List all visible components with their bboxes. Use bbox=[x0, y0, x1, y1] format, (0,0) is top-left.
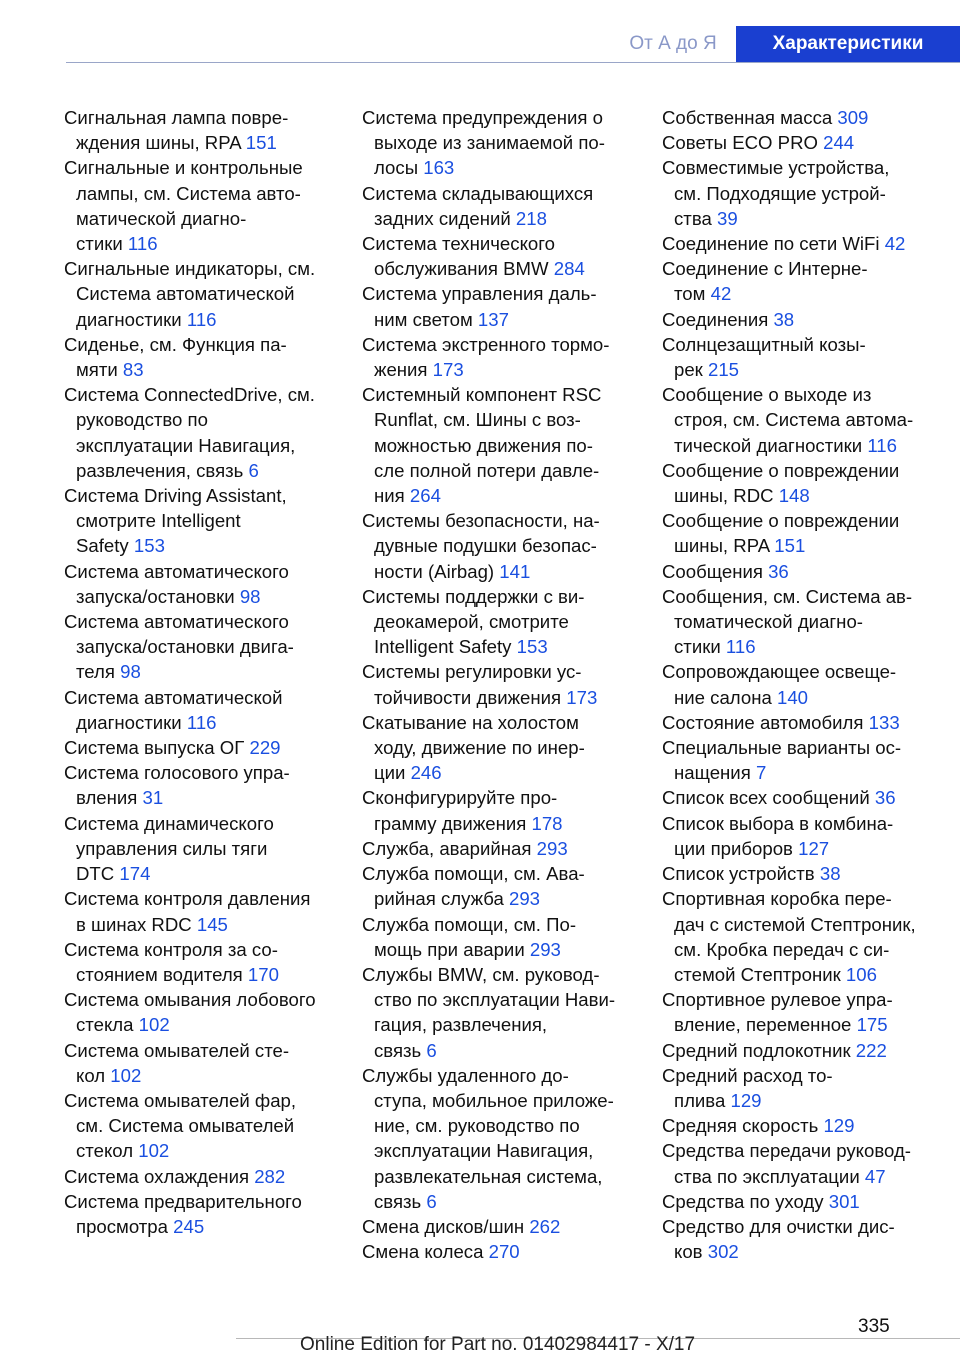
index-term: Система управления даль- ним светом bbox=[362, 283, 597, 330]
index-entry bbox=[64, 332, 364, 382]
index-term: Системы регулировки ус- тойчивости движения bbox=[362, 661, 582, 708]
page-link[interactable]: 293 bbox=[536, 837, 568, 859]
index-entry bbox=[662, 559, 960, 584]
index-entry bbox=[362, 281, 662, 331]
index-entry bbox=[64, 382, 364, 483]
index-term: Система ConnectedDrive, см. руководство по эксплуатации Навигация, развлечения, связь bbox=[64, 384, 315, 481]
index-term: Система предварительного просмотра bbox=[64, 1190, 302, 1237]
index-term: Система предупреждения о выходе из занимаемой по- лосы bbox=[362, 107, 605, 179]
page-link[interactable]: 98 bbox=[239, 585, 261, 607]
index-entry bbox=[64, 760, 364, 810]
index-entry bbox=[662, 382, 960, 458]
page-link[interactable]: 151 bbox=[774, 535, 806, 557]
index-term: Система автоматической диагностики bbox=[64, 686, 283, 733]
index-term: Собственная масса bbox=[662, 107, 838, 128]
index-entry bbox=[662, 1189, 960, 1214]
index-entry bbox=[362, 836, 662, 861]
index-term: Система омывателей сте- кол bbox=[64, 1039, 290, 1086]
index-term: Система Driving Assistant, смотрите Intelligent Safety bbox=[64, 485, 287, 557]
index-term: Состояние автомобиля bbox=[662, 711, 869, 733]
page-link[interactable]: 129 bbox=[823, 1115, 855, 1137]
page-link[interactable]: 6 bbox=[426, 1190, 437, 1212]
page-link[interactable]: 140 bbox=[776, 686, 809, 708]
page-link[interactable]: 293 bbox=[509, 888, 541, 910]
index-entry bbox=[662, 987, 960, 1037]
index-term: Соединение по сети WiFi bbox=[662, 233, 885, 255]
index-term: Список всех сообщений bbox=[662, 787, 875, 809]
index-term: Скатывание на холостом ходу, движение по инер- ции bbox=[362, 711, 585, 784]
page-link[interactable]: 175 bbox=[856, 1014, 888, 1036]
index-entry bbox=[362, 912, 662, 962]
index-entry bbox=[362, 231, 662, 281]
index-term: Системы поддержки с ви- деокамерой, смотрите Intelligent Safety bbox=[362, 585, 585, 658]
index-term: Сигнальная лампа повре- ждения шины, RPA bbox=[64, 107, 289, 154]
page-link[interactable]: 246 bbox=[410, 762, 442, 784]
index-entry bbox=[362, 332, 662, 382]
index-entry bbox=[662, 1138, 960, 1188]
index-term: Средство для очистки дис- ков bbox=[662, 1215, 895, 1263]
index-term: Сообщения bbox=[662, 560, 769, 582]
index-entry bbox=[362, 861, 662, 911]
index-term: Смена дисков/шин bbox=[362, 1215, 530, 1237]
index-term: Список устройств bbox=[662, 863, 820, 885]
index-term: Система выпуска ОГ bbox=[64, 737, 250, 759]
index-term: Список выбора в комбина- ции приборов bbox=[662, 812, 894, 859]
index-column-2 bbox=[362, 105, 662, 1264]
index-entry bbox=[362, 508, 662, 584]
index-term: Системы безопасности, на- дувные подушки безопас- ности (Airbag) bbox=[362, 510, 600, 582]
index-term: Сиденье, см. Функция па- мяти bbox=[64, 333, 287, 381]
index-term: Специальные варианты ос- нащения bbox=[662, 737, 902, 784]
index-entry bbox=[362, 1214, 662, 1239]
page-link[interactable]: 36 bbox=[874, 787, 896, 809]
index-entry bbox=[64, 559, 364, 609]
index-term: Солнцезащитный козы- рек bbox=[662, 333, 866, 381]
index-entry bbox=[64, 1038, 364, 1088]
page-link[interactable]: 98 bbox=[120, 661, 141, 683]
index-term: Система контроля давления в шинах RDC bbox=[64, 888, 311, 935]
page-link[interactable]: 262 bbox=[529, 1215, 561, 1237]
index-column-3 bbox=[662, 105, 960, 1264]
page-link[interactable]: 38 bbox=[773, 308, 795, 330]
page-link[interactable]: 36 bbox=[768, 560, 789, 582]
index-entry bbox=[64, 735, 364, 760]
page-link[interactable]: 264 bbox=[409, 485, 441, 507]
page-link[interactable]: 7 bbox=[755, 762, 767, 784]
index-entry bbox=[362, 382, 662, 508]
page-link[interactable]: 116 bbox=[867, 434, 897, 456]
page-link[interactable]: 133 bbox=[868, 711, 900, 733]
index-entry bbox=[64, 483, 364, 559]
page-link[interactable]: 153 bbox=[516, 636, 548, 658]
index-term: Система омывателей фар, см. Система омывателей стекол bbox=[64, 1089, 297, 1162]
index-entry bbox=[662, 256, 960, 306]
page-link[interactable]: 141 bbox=[499, 560, 531, 582]
index-term: Сопровождающее освеще- ние салона bbox=[662, 661, 897, 708]
index-entry bbox=[64, 609, 364, 685]
index-column-1 bbox=[64, 105, 364, 1239]
index-term: Система экстренного тормо- жения bbox=[362, 333, 610, 381]
index-term: Система охлаждения bbox=[64, 1165, 255, 1187]
index-term: Совместимые устройства, см. Подходящие устрой- ства bbox=[662, 157, 890, 229]
index-entry bbox=[662, 332, 960, 382]
page-link[interactable]: 245 bbox=[173, 1215, 205, 1237]
page-link[interactable]: 173 bbox=[566, 686, 598, 708]
index-term: Спортивная коробка пере- дач с системой Стептроник, см. Кробка передач с си- стемой Стептроник bbox=[662, 888, 916, 985]
index-entry bbox=[662, 861, 960, 886]
page-link[interactable]: 127 bbox=[798, 837, 830, 859]
index-entry bbox=[362, 785, 662, 835]
index-term: Советы ECO PRO bbox=[662, 132, 824, 154]
page-link[interactable]: 83 bbox=[122, 359, 144, 381]
index-term: Сообщение о повреждении шины, RPA bbox=[662, 510, 900, 557]
page-link[interactable]: 116 bbox=[186, 308, 217, 330]
index-entry bbox=[64, 1088, 364, 1164]
page-link[interactable]: 102 bbox=[138, 1140, 170, 1162]
page-link[interactable]: 222 bbox=[855, 1039, 887, 1061]
index-term: Служба помощи, см. По- мощь при аварии bbox=[362, 913, 577, 960]
index-term: Системный компонент RSC Runflat, см. Шины с воз- можностью движения по- сле полной потери давле- ния bbox=[362, 384, 602, 507]
index-term: Сигнальные индикаторы, см. Система автоматической диагностики bbox=[64, 258, 316, 330]
page-link[interactable]: 137 bbox=[477, 308, 509, 330]
page-link[interactable]: 38 bbox=[819, 863, 841, 885]
page-link[interactable]: 302 bbox=[707, 1241, 739, 1263]
index-term: Средства по уходу bbox=[662, 1190, 829, 1212]
index-term: Средства передачи руковод- ства по эксплуатации bbox=[662, 1140, 911, 1187]
index-entry bbox=[662, 130, 960, 155]
page-link[interactable]: 116 bbox=[186, 711, 217, 733]
index-term: Средний подлокотник bbox=[662, 1039, 856, 1061]
page-link[interactable]: 102 bbox=[138, 1014, 170, 1036]
header-divider bbox=[66, 62, 960, 63]
page-link[interactable]: 129 bbox=[730, 1089, 762, 1111]
page-link[interactable]: 116 bbox=[725, 636, 756, 658]
index-entry bbox=[662, 231, 960, 256]
page-link[interactable]: 151 bbox=[245, 132, 277, 154]
index-entry bbox=[662, 508, 960, 558]
index-entry bbox=[662, 307, 960, 332]
index-term: Служба помощи, см. Ава- рийная служба bbox=[362, 863, 585, 910]
index-term: Службы BMW, см. руковод- ство по эксплуатации Нави- гация, развлечения, связь bbox=[362, 963, 616, 1061]
index-term: Соединение с Интерне- том bbox=[662, 258, 868, 305]
index-term: Соединения bbox=[662, 308, 774, 330]
index-entry bbox=[362, 181, 662, 231]
index-entry bbox=[662, 1214, 960, 1264]
page-link[interactable]: 42 bbox=[710, 283, 732, 305]
page-link[interactable]: 282 bbox=[254, 1165, 286, 1187]
index-term: Система автоматического запуска/остановки двига- теля bbox=[64, 611, 294, 683]
index-entry bbox=[662, 584, 960, 660]
index-entry bbox=[362, 584, 662, 660]
page-link[interactable]: 173 bbox=[432, 359, 464, 381]
page-link[interactable]: 153 bbox=[133, 535, 165, 557]
index-term: Система автоматического запуска/остановки bbox=[64, 560, 289, 607]
index-entry bbox=[662, 1113, 960, 1138]
page-link[interactable]: 270 bbox=[488, 1241, 520, 1263]
page-link[interactable]: 284 bbox=[553, 258, 585, 280]
page-link[interactable]: 6 bbox=[426, 1039, 437, 1061]
index-entry bbox=[662, 710, 960, 735]
page-link[interactable]: 244 bbox=[823, 132, 855, 154]
index-entry bbox=[362, 1063, 662, 1214]
page-link[interactable]: 229 bbox=[249, 737, 281, 759]
index-entry bbox=[662, 785, 960, 810]
page-link[interactable]: 293 bbox=[529, 938, 561, 960]
edition-footer: Online Edition for Part no. 01402984417 - X/17 bbox=[300, 1334, 696, 1355]
index-entry bbox=[662, 105, 960, 130]
index-term: Система технического обслуживания BMW bbox=[362, 233, 555, 280]
index-term: Смена колеса bbox=[362, 1241, 489, 1263]
index-entry bbox=[362, 105, 662, 181]
page-link[interactable]: 309 bbox=[837, 107, 869, 128]
page-link[interactable]: 116 bbox=[127, 233, 158, 255]
index-entry bbox=[662, 735, 960, 785]
index-term: Службы удаленного до- ступа, мобильное приложе- ние, см. руководство по эксплуатации Навигация, развлекательная система, связь bbox=[362, 1064, 614, 1212]
index-entry bbox=[64, 155, 364, 256]
index-term: Сообщение о выходе из строя, см. Система автома- тической диагностики bbox=[662, 384, 914, 456]
index-entry bbox=[362, 962, 662, 1063]
page-link[interactable]: 218 bbox=[515, 207, 547, 229]
page-link[interactable]: 42 bbox=[884, 233, 906, 255]
index-entry bbox=[64, 1164, 364, 1189]
index-entry bbox=[662, 155, 960, 231]
index-term: Сообщение о повреждении шины, RDC bbox=[662, 459, 900, 507]
index-entry bbox=[362, 1239, 662, 1264]
page-link[interactable]: 148 bbox=[778, 485, 810, 507]
index-term: Система динамического управления силы тяги DTC bbox=[64, 812, 274, 885]
index-entry bbox=[64, 937, 364, 987]
index-entry bbox=[662, 811, 960, 861]
index-entry bbox=[362, 710, 662, 786]
page-link[interactable]: 47 bbox=[864, 1165, 886, 1187]
index-entry bbox=[64, 685, 364, 735]
index-entry bbox=[64, 811, 364, 887]
page-link[interactable]: 215 bbox=[707, 359, 740, 381]
index-entry bbox=[64, 105, 364, 155]
index-term: Спортивное рулевое упра- вление, переменное bbox=[662, 989, 893, 1036]
page-link[interactable]: 178 bbox=[531, 812, 563, 834]
index-entry bbox=[64, 987, 364, 1037]
index-term: Служба, аварийная bbox=[362, 837, 537, 859]
index-entry bbox=[662, 659, 960, 709]
index-entry bbox=[64, 886, 364, 936]
page-link[interactable]: 106 bbox=[845, 963, 877, 985]
page-link[interactable]: 174 bbox=[119, 863, 151, 885]
tab-a-to-z[interactable]: От А до Я bbox=[629, 33, 717, 54]
tab-specifications[interactable]: Характеристики bbox=[736, 26, 960, 62]
index-entry bbox=[662, 458, 960, 508]
page-link[interactable]: 6 bbox=[248, 459, 259, 481]
index-entry bbox=[662, 1063, 960, 1113]
index-entry bbox=[64, 1189, 364, 1239]
index-term: Система голосового упра- вления bbox=[64, 762, 290, 809]
index-entry bbox=[662, 886, 960, 987]
index-term: Система контроля за со- стоянием водителя bbox=[64, 938, 278, 985]
page-link[interactable]: 102 bbox=[110, 1064, 142, 1086]
index-entry bbox=[662, 1038, 960, 1063]
index-term: Система складывающихся задних сидений bbox=[362, 182, 594, 229]
page-link[interactable]: 163 bbox=[423, 157, 455, 179]
index-entry bbox=[362, 659, 662, 709]
index-entry bbox=[64, 256, 364, 332]
index-term: Сообщения, см. Система ав- томатической диагно- стики bbox=[662, 585, 913, 658]
page-link[interactable]: 31 bbox=[142, 787, 164, 809]
index-term: Система омывания лобового стекла bbox=[64, 989, 316, 1036]
index-term: Сконфигурируйте про- грамму движения bbox=[362, 787, 558, 834]
page-link[interactable]: 39 bbox=[717, 207, 738, 229]
page-number: 335 bbox=[858, 1316, 890, 1337]
index-term: Средний расход то- плива bbox=[662, 1064, 833, 1111]
page-link[interactable]: 170 bbox=[247, 963, 279, 985]
page-link[interactable]: 301 bbox=[828, 1190, 860, 1212]
page-link[interactable]: 145 bbox=[196, 913, 228, 935]
index-term: Средняя скорость bbox=[662, 1115, 824, 1137]
index-term: Сигнальные и контрольные лампы, см. Система авто- матической диагно- стики bbox=[64, 157, 303, 255]
